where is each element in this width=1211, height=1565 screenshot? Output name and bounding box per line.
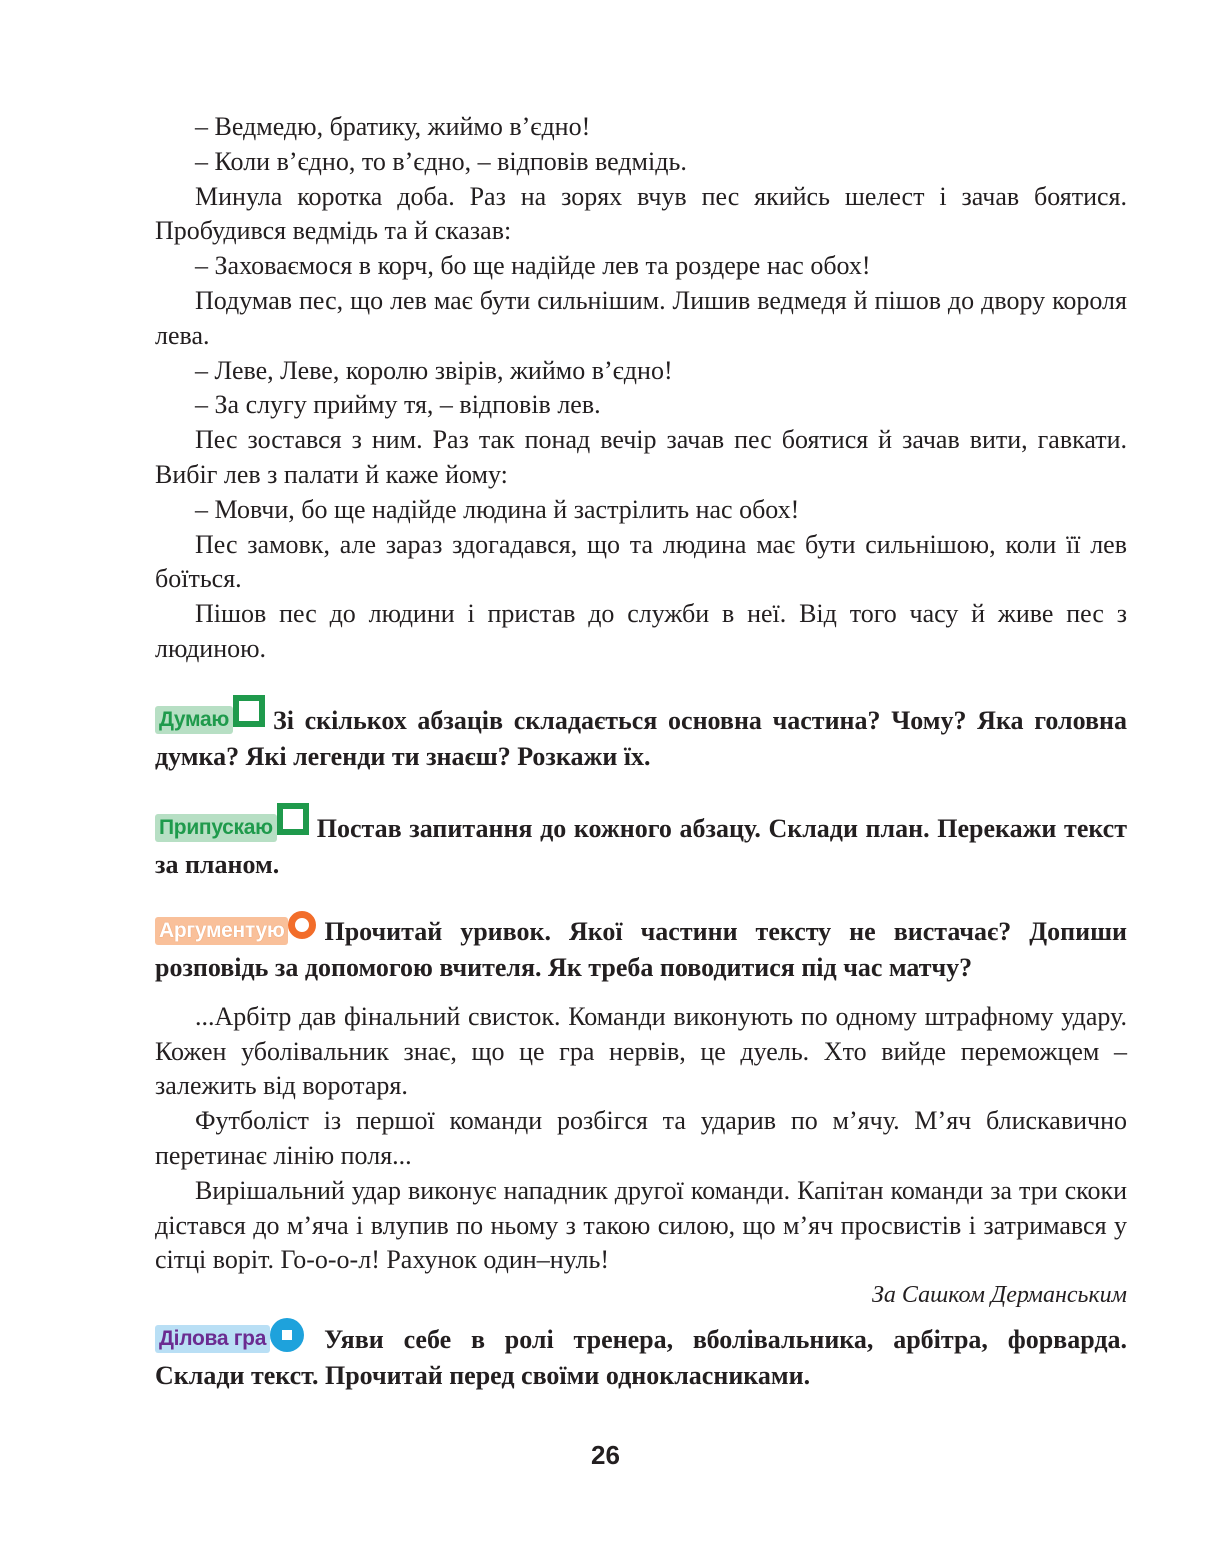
story-paragraph: Пес зостався з ним. Раз так понад вечір зачав пес боятися й зачав вити, гавкати. Вибіг лев з палати й каже йому: — [155, 425, 1127, 489]
blue-circle-icon — [270, 1318, 304, 1352]
orange-circle-icon — [288, 911, 316, 939]
page-content — [155, 110, 1127, 1394]
story-paragraph: Минула коротка доба. Раз на зорях вчув пес якийсь шелест і зачав боятися. Пробудився ведмідь та й сказав: — [155, 181, 1127, 246]
excerpt-author: За Сашком Дерманським — [872, 1282, 1127, 1309]
excerpt-paragraph: Вирішальний удар виконує нападник другої команди. Капітан команди за три скоки дістався до м’яча і влупив по ньому з такою силою, що м’яч просвистів і затримався у сітці воріт. Го-о-о-л! Рахунок один–нуль! — [155, 1175, 1127, 1275]
story-paragraph: – Мовчи, бо ще надійде людина й застрілить нас обох! — [195, 494, 800, 524]
task-think-text: Зі скількох абзаців складається основна частина? Чому? Яка головна думка? Які легенди ти знаєш? Розкажи їх. — [155, 705, 1127, 771]
task-argue — [155, 911, 1127, 986]
story-paragraph: – Ведмедю, братику, жиймо в’єдно! — [195, 112, 591, 141]
task-business-game-text: Уяви себе в ролі тренера, вболівальника, арбітра, форварда. Склади текст. Прочитай перед своїми однокласниками. — [155, 1325, 1127, 1391]
excerpt-paragraph: ...Арбітр дав фінальний свисток. Команди виконують по одному штрафному удару. Кожен уболівальник знає, що це гра нервів, це дуель. Хто вийде переможцем – залежить від воротаря. — [155, 1001, 1127, 1101]
story-paragraph: – За слугу прийму тя, – відповів лев. — [195, 390, 601, 420]
think-badge: Думаю — [155, 706, 233, 734]
assume-badge: Припускаю — [155, 814, 277, 842]
page-number: 26 — [591, 1440, 620, 1470]
story-paragraph: Пішов пес до людини і пристав до служби в неї. Від того часу й живе пес з людиною. — [155, 599, 1127, 663]
story-paragraph: – Коли в’єдно, то в’єдно, – відповів ведмідь. — [195, 146, 687, 176]
green-square-icon — [233, 695, 265, 727]
story-paragraph: Пес замовк, але зараз здогадався, що та людина має бути сильнішою, коли її лев боїться. — [155, 529, 1127, 594]
business-game-badge: Ділова гра — [155, 1325, 270, 1353]
story-paragraph: – Леве, Леве, королю звірів, жиймо в’єдно! — [195, 355, 673, 385]
task-assume-text: Постав запитання до кожного абзацу. Склади план. Перекажи текст за планом. — [155, 813, 1127, 879]
green-square-icon — [277, 803, 309, 835]
story-paragraph: – Заховаємося в корч, бо ще надійде лев та роздере нас обох! — [195, 251, 871, 281]
task-assume — [155, 803, 1127, 883]
task-argue-text: Прочитай уривок. Якої частини тексту не вистачає? Допиши розповідь за допомогою вчителя. Як треба поводитися під час матчу? — [155, 916, 1127, 982]
story-paragraph: Подумав пес, що лев має бути сильнішим. Лишив ведмедя й пішов до двору короля лева. — [155, 285, 1127, 350]
excerpt-paragraph: Футболіст із першої команди розбігся та ударив по м’ячу. М’яч блискавично перетинає лінію поля... — [155, 1106, 1127, 1170]
task-business-game — [155, 1318, 1127, 1394]
task-think — [155, 695, 1127, 775]
argue-badge: Аргументую — [155, 917, 288, 945]
